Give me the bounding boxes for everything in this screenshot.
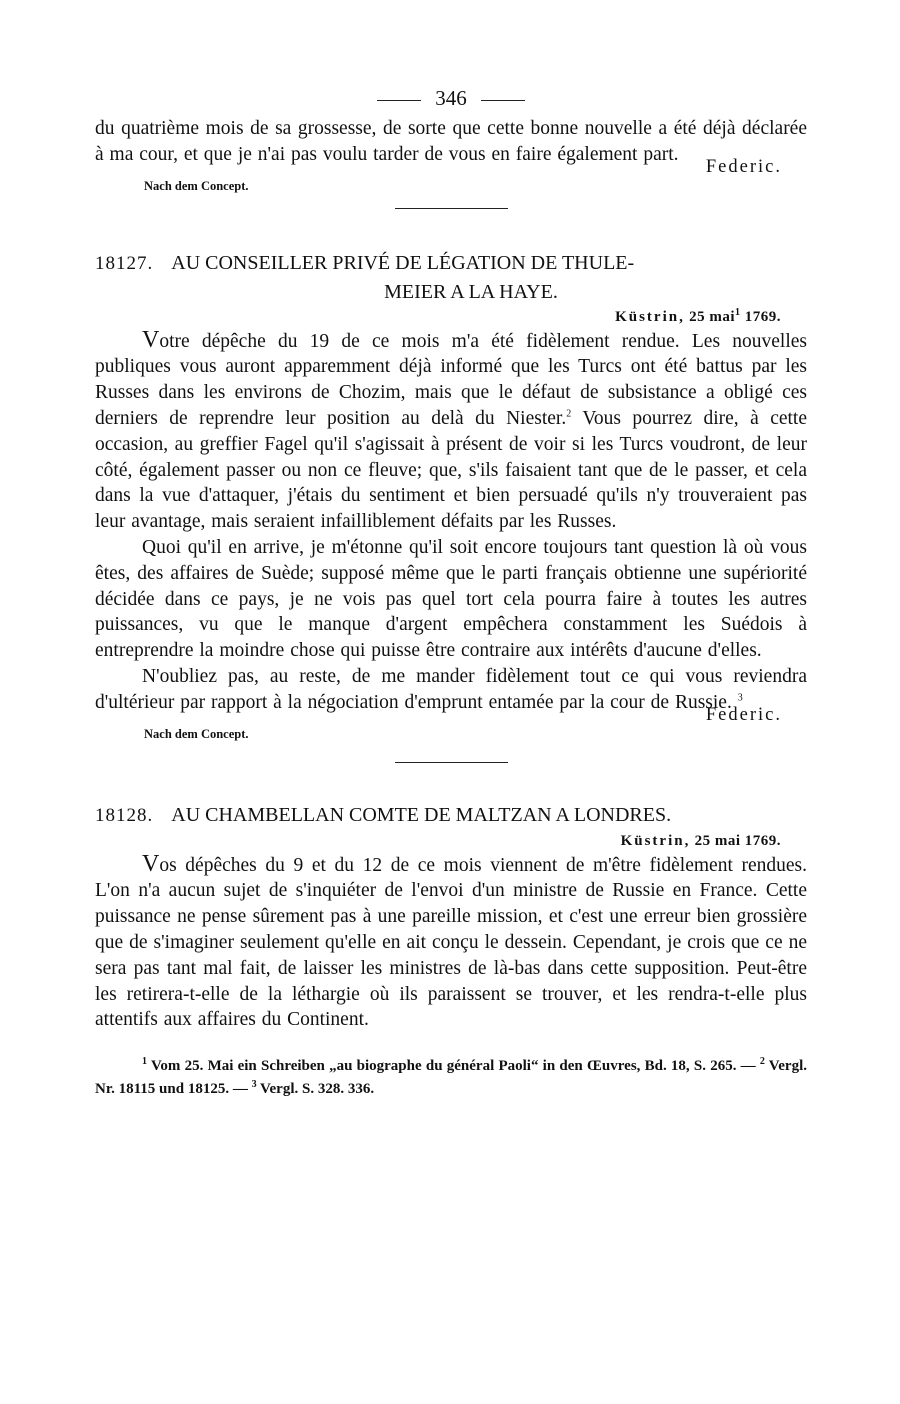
footnote-mark-3: 3 (251, 1079, 257, 1091)
heading-line-1: AU CONSEILLER PRIVÉ DE LÉGATION DE THULE- (171, 251, 635, 274)
footnote-2: Vergl. Nr. 18115 und 18125. — (95, 1058, 807, 1098)
intro-paragraph: du quatrième mois de sa grossesse, de sorte que cette bonne nouvelle a été déjà déclarée à ma cour, et que je n'ai pas voulu tarder de vous en faire également part. (95, 118, 807, 165)
footnote-3: Vergl. S. 328. 336. (256, 1081, 375, 1098)
footnote-mark-1: 1 (142, 1056, 147, 1068)
dateline-18128 (95, 830, 807, 852)
footnote-ref-3: 3 (737, 692, 743, 704)
letter-18127-paragraph-1 (95, 328, 807, 535)
letter-number: 18128. (95, 804, 154, 826)
source-note: Nach dem Concept. (144, 178, 249, 193)
dash-left (377, 100, 421, 101)
paragraph-text: N'oubliez pas, au reste, de me mander fidèlement tout ce qui vous reviendra d'ultérieur par rapport à la négociation d'emprunt entamée par la cour de Russie. (95, 665, 807, 713)
source-note: Nach dem Concept. (144, 726, 249, 741)
dateline-date: 25 mai (689, 308, 735, 325)
dateline-18127 (95, 306, 807, 328)
signature: Federic. (705, 704, 782, 725)
dateline-date: 25 mai 1769. (694, 832, 781, 849)
heading-line-2: MEIER A LA HAYE. (384, 280, 558, 303)
dropcap: V (142, 326, 160, 353)
paragraph-text: Vous pourrez dire, à cette occasion, au greffier Fagel qu'il s'agissait à présent de voir si les Turcs voudront, de leur côté, également passer ou non ce fleuve; que, s'ils faisaient tant que de le passer, et cela dans la vue d'attaquer, j'étais du sentiment et bien persuadé qu'ils n'y trouveraient pas leur avantage, mais seraient infailliblement défaits par les Russes. (95, 407, 808, 533)
heading-line-1: AU CHAMBELLAN COMTE DE MALTZAN A LONDRES. (171, 803, 672, 826)
footnote-mark-2: 2 (759, 1056, 765, 1068)
dropcap: V (142, 850, 160, 877)
page-number: 346 (435, 86, 467, 110)
footnote-1: Vom 25. Mai ein Schreiben „au biographe du général Paoli“ in den Œuvres, Bd. 18, S. 265. — (147, 1058, 760, 1075)
letter-number: 18127. (95, 252, 154, 274)
dateline-place: Küstrin, (615, 308, 685, 325)
letter-heading-18128 (95, 801, 807, 830)
paragraph-text: otre dépêche du 19 de ce mois m'a été fidèlement rendue. Les nouvelles publiques vous auront apparemment déjà informé que les Turcs ont été battus par les Russes dans les environs de Chozim, mais que le défaut de subsistance a obligé ces derniers de reprendre leur position au delà du Niester. (95, 330, 807, 429)
document-page (95, 80, 807, 1101)
signature: Federic. (705, 156, 782, 177)
letter-heading-18127 (95, 249, 807, 306)
dash-right (481, 100, 525, 101)
letter-18128-paragraph-1 (95, 852, 807, 1034)
paragraph-text: os dépêches du 9 et du 12 de ce mois viennent de m'être fidèlement rendues. L'on n'a aucun sujet de s'inquiéter de l'envoi d'un ministre de Russie en France. Cette puissance ne pense sûrement pas à une pareille mission, et c'est une erreur bien grossière que de s'imaginer seulement qu'elle en ait conçu le dessein. Cependant, je crois que ce ne sera pas tant mal fait, de laisser les ministres de là-bas dans cette supposition. Peut-être les retirera-t-elle de la léthargie où ils paraissent se trouver, et les rendra-t-elle plus attentifs aux affaires du Continent. (95, 854, 807, 1031)
footnote-ref-1: 1 (735, 306, 741, 318)
footnotes (95, 1055, 807, 1101)
letter-18127-paragraph-3 (95, 664, 807, 716)
dateline-place: Küstrin, (620, 832, 691, 849)
dateline-year: 1769. (744, 308, 781, 325)
page-number-line (95, 80, 807, 116)
footnote-ref-2: 2 (566, 408, 572, 420)
letter-18127-paragraph-2: Quoi qu'il en arrive, je m'étonne qu'il soit encore toujours tant question là où vous êtes, des affaires de Suède; supposé même que le parti français obtienne une supériorité décidée dans ce pays, je ne vois pas quel tort cela pourra faire à toutes les autres puissances, vu que le manque d'argent empêchera constamment les Suédois à entreprendre la moindre chose qui puisse être contraire aux intérêts d'aucune d'elles. (95, 536, 807, 662)
